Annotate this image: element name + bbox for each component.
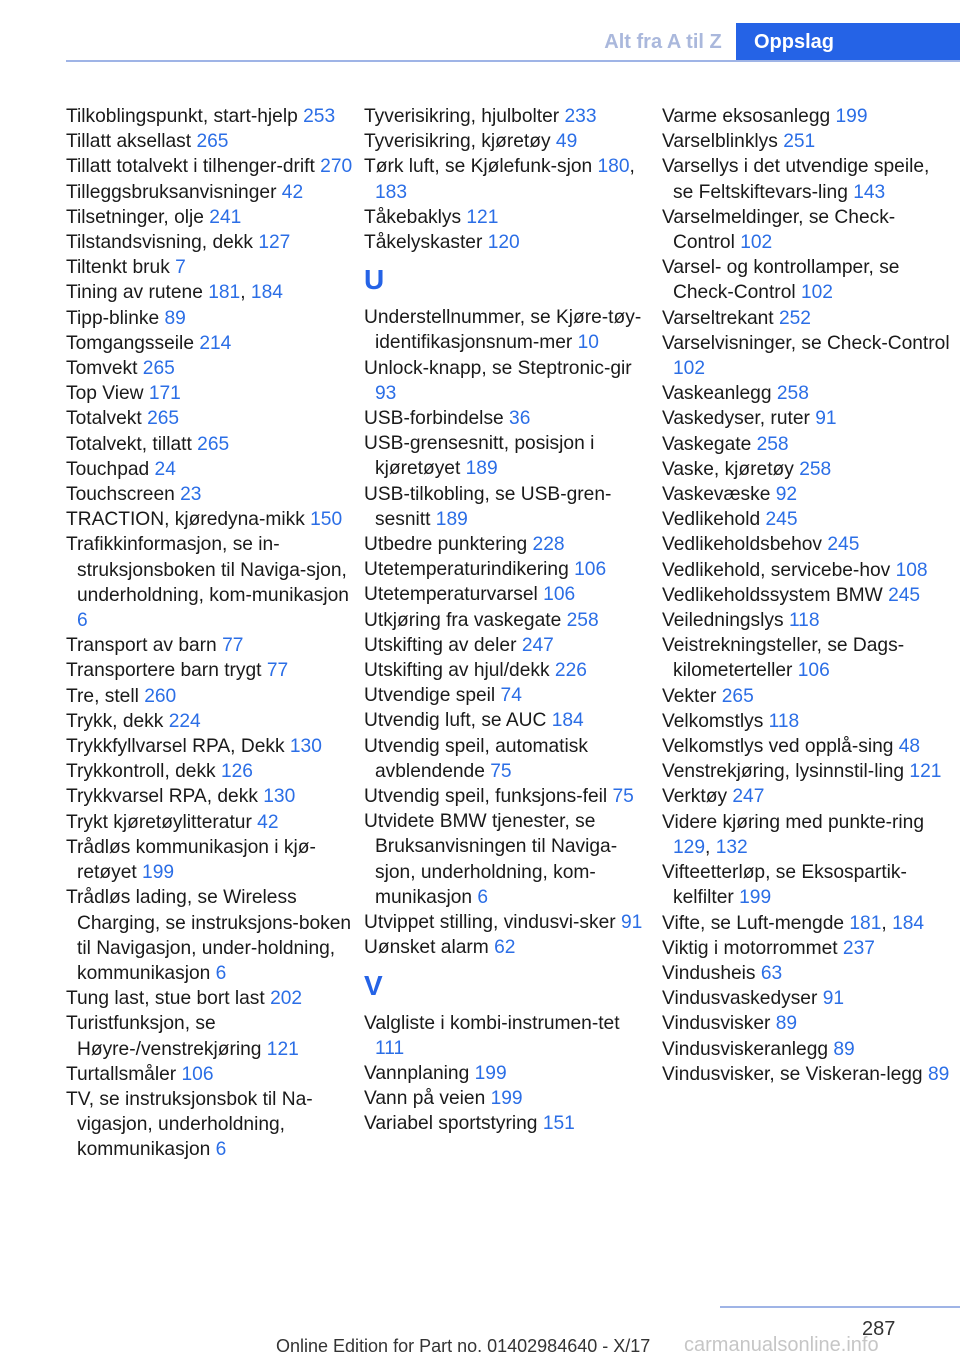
index-entry: [662, 1011, 952, 1036]
page-ref-link[interactable]: 270: [320, 156, 353, 178]
index-term: Vindusvisker: [662, 1013, 776, 1035]
index-term: Tipp-blinke: [66, 307, 165, 329]
index-term: Touchscreen: [66, 484, 181, 506]
page-ref-link[interactable]: 245: [888, 584, 921, 606]
index-term: Totalvekt, tillatt: [66, 433, 198, 455]
index-term: Varme eksosanlegg: [662, 106, 836, 127]
page-ref-link[interactable]: 245: [827, 534, 860, 556]
index-entry: [662, 709, 952, 734]
page-ref-link[interactable]: 7: [175, 257, 186, 279]
index-term: Vindusviskeranlegg: [662, 1038, 834, 1060]
index-entry: [662, 810, 952, 860]
page-ref-link[interactable]: 121: [909, 761, 942, 783]
page-ref-link[interactable]: 199: [142, 862, 175, 884]
index-entry: [66, 784, 356, 809]
index-term: Tomgangsseile: [66, 332, 200, 354]
page-ref-link[interactable]: 118: [788, 610, 820, 632]
index-term: Utkjøring fra vaskegate: [364, 609, 567, 631]
index-entry: [662, 860, 952, 910]
index-entry: [66, 154, 356, 179]
index-term: Utvendig luft, se AUC: [364, 710, 552, 732]
index-term: Trådløs kommunikasjon i kjø-retøyet: [66, 836, 316, 884]
page-ref-link[interactable]: 111: [375, 1037, 405, 1059]
page-ref-link[interactable]: 75: [490, 760, 512, 782]
page-ref-link[interactable]: 228: [532, 534, 565, 556]
index-entry: [66, 1011, 356, 1061]
index-entry: [66, 1062, 356, 1087]
index-entry: [66, 482, 356, 507]
index-term: Utvendig speil, funksjons-feil: [364, 786, 613, 808]
page-ref-link[interactable]: 48: [898, 736, 921, 758]
page-ref-link[interactable]: 108: [895, 559, 928, 581]
index-term: USB-forbindelse: [364, 408, 510, 430]
index-term: Turtallsmåler: [66, 1063, 182, 1085]
page-ref-link[interactable]: 183: [375, 181, 408, 203]
page-ref-link[interactable]: 132: [715, 836, 748, 858]
index-term: Uønsket alarm: [364, 937, 495, 959]
index-term: Vaskevæske: [662, 484, 776, 506]
index-entry: [662, 911, 952, 936]
page-ref-link[interactable]: 251: [783, 131, 816, 153]
index-entry: [66, 129, 356, 154]
index-entry: [364, 482, 654, 532]
page-ref-link[interactable]: 265: [721, 685, 754, 707]
index-entry: [662, 961, 952, 986]
page-ref-link[interactable]: 233: [564, 106, 597, 127]
index-entry: [662, 331, 952, 381]
index-term: Tyverisikring, hjulbolter: [364, 106, 565, 127]
ref-separator: ,: [705, 836, 716, 858]
index-entry: [364, 1011, 654, 1061]
index-entry: [662, 482, 952, 507]
page-ref-link[interactable]: 91: [815, 408, 837, 430]
page-ref-link[interactable]: 77: [266, 660, 289, 682]
index-entry: [66, 658, 356, 683]
index-entry: [364, 1061, 654, 1086]
ref-separator: ,: [881, 912, 893, 934]
page-ref-link[interactable]: 199: [474, 1062, 507, 1084]
page-ref-link[interactable]: 245: [765, 509, 798, 531]
index-entry: [662, 1062, 952, 1087]
index-entry: [662, 608, 952, 633]
index-entry: [364, 557, 654, 582]
index-term: TV, se instruksjonsbok til Na-vigasjon, underholdning, kommunikasjon: [66, 1088, 313, 1161]
index-term: Utetemperaturvarsel: [364, 584, 544, 606]
page-ref-link[interactable]: 106: [797, 660, 830, 682]
page-ref-link[interactable]: 6: [215, 962, 227, 984]
page-ref-link[interactable]: 184: [250, 282, 283, 304]
page-ref-link[interactable]: 247: [521, 634, 554, 656]
index-term: Utvendig speil, automatisk avblendende: [364, 735, 588, 782]
index-term: Tørk luft, se Kjølefunk-sjon: [364, 156, 598, 178]
page-ref-link[interactable]: 6: [77, 610, 88, 632]
page-ref-link[interactable]: 237: [842, 937, 875, 959]
index-entry: [66, 709, 356, 734]
page-ref-link[interactable]: 258: [566, 609, 599, 631]
edition-line: Online Edition for Part no. 01402984640 - X/17: [276, 1336, 651, 1356]
index-entry: [662, 154, 952, 204]
index-entry: [662, 986, 952, 1011]
index-term: Understellnummer, se Kjøre-tøy-identifikasjonsnum-mer: [364, 307, 642, 354]
index-entry: [662, 507, 952, 532]
index-term: Utvidete BMW tjenester, se Bruksanvisningen til Naviga-sjon, underholdning, kom-munikasjon: [364, 811, 618, 908]
page-ref-link[interactable]: 10: [577, 332, 599, 354]
index-entry: [662, 205, 952, 255]
index-term: Utbedre punktering: [364, 534, 533, 556]
page-ref-link[interactable]: 130: [289, 736, 322, 758]
index-term: Vindusvisker, se Viskeran-legg: [662, 1063, 928, 1085]
page-ref-link[interactable]: 199: [490, 1088, 523, 1110]
page-ref-link[interactable]: 102: [673, 358, 706, 380]
index-term: Veiledningslys: [662, 610, 789, 632]
index-term: Utetemperaturindikering: [364, 559, 575, 581]
page-ref-link[interactable]: 6: [215, 1139, 227, 1161]
index-entry: [662, 734, 952, 759]
index-term: Vekter: [662, 685, 722, 707]
index-term: Tyverisikring, kjøretøy: [364, 131, 556, 153]
page-ref-link[interactable]: 36: [509, 408, 531, 430]
index-term: Vedlikeholdsbehov: [662, 534, 828, 556]
footer-rule: [720, 1306, 960, 1308]
index-entry: [66, 104, 356, 129]
index-entry: [364, 633, 654, 658]
index-entry: [66, 331, 356, 356]
index-term: Vindusheis: [662, 962, 761, 984]
page-ref-link[interactable]: 120: [487, 232, 520, 254]
section-title: Alt fra A til Z: [604, 30, 722, 53]
page-ref-link[interactable]: 75: [612, 786, 634, 808]
page-ref-link[interactable]: 127: [258, 232, 291, 254]
index-term: Tomvekt: [66, 358, 143, 380]
index-term: Utskifting av deler: [364, 634, 522, 656]
page-ref-link[interactable]: 151: [542, 1113, 575, 1135]
index-entry: [66, 1087, 356, 1163]
index-term: Utvippet stilling, vindusvi-sker: [364, 912, 621, 934]
page-ref-link[interactable]: 202: [270, 988, 303, 1010]
page-ref-link[interactable]: 91: [822, 988, 845, 1010]
index-term: Vindusvaskedyser: [662, 988, 823, 1010]
index-entry: [364, 305, 654, 355]
page-ref-link[interactable]: 150: [310, 509, 343, 531]
index-entry: [66, 406, 356, 431]
page-ref-link[interactable]: 260: [144, 685, 177, 707]
index-term: Turistfunksjon, se Høyre-/venstrekjøring: [66, 1013, 267, 1060]
index-term: USB-grensesnitt, posisjon i kjøretøyet: [364, 433, 595, 480]
index-entry: [66, 230, 356, 255]
page-ref-link[interactable]: 74: [500, 685, 522, 707]
page-ref-link[interactable]: 189: [465, 458, 498, 480]
index-entry: [662, 381, 952, 406]
index-term: Tilstandsvisning, dekk: [66, 232, 259, 254]
index-entry: [662, 129, 952, 154]
index-term: Tre, stell: [66, 685, 145, 707]
index-entry: [66, 684, 356, 709]
index-term: Totalvekt: [66, 408, 148, 430]
index-entry: [364, 683, 654, 708]
page-ref-link[interactable]: 265: [196, 131, 229, 153]
index-entry: [662, 583, 952, 608]
letter-heading: V: [364, 969, 383, 1001]
page-ref-link[interactable]: 253: [303, 106, 336, 127]
page-ref-link[interactable]: 180: [597, 156, 630, 178]
page-ref-link[interactable]: 226: [554, 660, 587, 682]
page-ref-link[interactable]: 42: [281, 181, 304, 203]
watermark: carmanualsonline.info: [684, 1334, 879, 1356]
page-number: 287: [862, 1318, 896, 1340]
page-ref-link[interactable]: 93: [375, 382, 397, 404]
index-entry: [364, 784, 654, 809]
index-entry: [364, 734, 654, 784]
index-term: TRACTION, kjøredyna-mikk: [66, 509, 311, 531]
index-entry: [66, 759, 356, 784]
page-ref-link[interactable]: 143: [853, 181, 886, 203]
index-term: Valgliste i kombi-instrumen-tet: [364, 1012, 620, 1034]
index-term: Veistrekningsteller, se Dags-kilometerteller: [662, 635, 905, 682]
index-entry: [662, 684, 952, 709]
page-ref-link[interactable]: 102: [740, 232, 773, 254]
index-term: Tilkoblingspunkt, start-hjelp: [66, 106, 304, 127]
page-ref-link[interactable]: 224: [168, 710, 201, 732]
page-ref-link[interactable]: 118: [768, 710, 800, 732]
page-ref-link[interactable]: 171: [148, 383, 181, 405]
index-entry: [662, 936, 952, 961]
index-term: Top View: [66, 383, 149, 405]
index-entry: [364, 356, 654, 406]
index-term: Vedlikehold, servicebe-hov: [662, 559, 896, 581]
index-entry: [662, 532, 952, 557]
page-ref-link[interactable]: 23: [180, 484, 202, 506]
index-column-3: [662, 104, 952, 1087]
index-term: Varselblinklys: [662, 131, 784, 153]
index-term: Tung last, stue bort last: [66, 988, 271, 1010]
index-entry: [66, 180, 356, 205]
index-entry: [364, 809, 654, 910]
page-ref-link[interactable]: 252: [778, 307, 811, 329]
page-ref-link[interactable]: 42: [257, 811, 279, 833]
index-entry: [66, 255, 356, 280]
index-entry: [662, 104, 952, 129]
index-term: Vifte, se Luft-mengde: [662, 912, 850, 934]
index-entry: [364, 1111, 654, 1136]
page-ref-link[interactable]: 89: [164, 307, 186, 329]
index-term: Trykkfyllvarsel RPA, Dekk: [66, 736, 290, 758]
index-term: Vedlikehold: [662, 509, 766, 531]
index-entry: [364, 582, 654, 607]
index-term: Tåkebaklys: [364, 206, 467, 228]
index-entry: [364, 154, 654, 204]
page-ref-link[interactable]: 106: [574, 559, 607, 581]
index-entry: [364, 658, 654, 683]
page-ref-link[interactable]: 77: [222, 635, 244, 657]
index-entry: [66, 457, 356, 482]
index-entry: [364, 532, 654, 557]
index-entry: [662, 432, 952, 457]
page-ref-link[interactable]: 89: [833, 1038, 855, 1060]
index-entry: [66, 633, 356, 658]
index-entry: [662, 759, 952, 784]
index-entry: [66, 986, 356, 1011]
index-entry: [66, 306, 356, 331]
index-term: Transport av barn: [66, 635, 223, 657]
index-entry: [66, 734, 356, 759]
index-entry: [364, 205, 654, 230]
index-entry: [662, 255, 952, 305]
page-ref-link[interactable]: 258: [799, 458, 832, 480]
page-ref-link[interactable]: 126: [220, 761, 253, 783]
page-ref-link[interactable]: 184: [892, 912, 925, 934]
index-entry: [66, 205, 356, 230]
index-column-2: [364, 104, 654, 1137]
index-entry: [364, 935, 654, 960]
index-term: Tillatt totalvekt i tilhenger-drift: [66, 156, 321, 178]
index-term: Tiltenkt bruk: [66, 257, 176, 279]
page-ref-link[interactable]: 106: [543, 584, 576, 606]
index-entry: [662, 784, 952, 809]
page-ref-link[interactable]: 24: [154, 458, 176, 480]
index-term: USB-tilkobling, se USB-gren-sesnitt: [364, 483, 612, 530]
index-term: Velkomstlys ved opplå-sing: [662, 736, 899, 758]
index-term: Velkomstlys: [662, 710, 769, 732]
index-entry: [66, 381, 356, 406]
index-entry: [66, 356, 356, 381]
index-term: Vifteetterløp, se Eksospartik-kelfilter: [662, 862, 907, 909]
index-entry: [364, 910, 654, 935]
index-entry: [662, 406, 952, 431]
index-term: Trykk, dekk: [66, 710, 169, 732]
page-ref-link[interactable]: 181: [849, 912, 882, 934]
page-ref-link[interactable]: 92: [775, 484, 798, 506]
index-term: Verktøy: [662, 786, 733, 808]
index-column-1: [66, 104, 356, 1163]
page-ref-link[interactable]: 265: [197, 433, 230, 455]
index-term: Tilsetninger, olje: [66, 206, 210, 228]
page-ref-link[interactable]: 106: [181, 1063, 214, 1085]
index-term: Varsel- og kontrollamper, se Check-Control: [662, 257, 900, 304]
index-entry: [66, 280, 356, 305]
page-ref-link[interactable]: 247: [732, 786, 765, 808]
index-term: Vedlikeholdssystem BMW: [662, 584, 889, 606]
index-entry: [364, 104, 654, 129]
index-entry: [66, 835, 356, 885]
page-ref-link[interactable]: 199: [739, 887, 772, 909]
index-entry: [364, 230, 654, 255]
index-term: Varseltrekant: [662, 307, 779, 329]
index-term: Trykkontroll, dekk: [66, 761, 221, 783]
index-entry: [364, 406, 654, 431]
index-term: Utskifting av hjul/dekk: [364, 660, 555, 682]
page-ref-link[interactable]: 89: [927, 1063, 950, 1085]
index-term: Trykt kjøretøylitteratur: [66, 811, 258, 833]
page-ref-link[interactable]: 265: [147, 408, 180, 430]
ref-separator: ,: [629, 156, 635, 178]
index-entry: [364, 608, 654, 633]
index-entry: [662, 306, 952, 331]
page-ref-link[interactable]: 121: [466, 206, 499, 228]
page-ref-link[interactable]: 121: [266, 1038, 299, 1060]
index-term: Transportere barn trygt: [66, 660, 267, 682]
index-term: Touchpad: [66, 458, 155, 480]
page-ref-link[interactable]: 265: [142, 358, 175, 380]
page-ref-link[interactable]: 199: [835, 106, 868, 127]
index-entry: [662, 558, 952, 583]
index-entry: [364, 1086, 654, 1111]
index-term: Varselvisninger, se Check-Control: [662, 332, 950, 354]
index-term: Vaskegate: [662, 433, 757, 455]
index-term: Unlock-knapp, se Steptronic-gir: [364, 357, 632, 379]
index-entry: [66, 810, 356, 835]
ref-separator: ,: [240, 282, 251, 304]
index-entry: [66, 507, 356, 532]
index-entry: [662, 1037, 952, 1062]
index-term: Videre kjøring med punkte-ring: [662, 811, 925, 833]
index-entry: [66, 532, 356, 633]
index-term: Tåkelyskaster: [364, 232, 488, 254]
index-term: Trådløs lading, se Wireless Charging, se instruksjons-boken til Navigasjon, under-holdning, kommunikasjon: [66, 887, 352, 984]
index-term: Tillatt aksellast: [66, 131, 197, 153]
page-ref-link[interactable]: 91: [621, 912, 643, 934]
page-ref-link[interactable]: 241: [209, 206, 242, 228]
page-ref-link[interactable]: 102: [800, 282, 833, 304]
page-ref-link[interactable]: 181: [208, 282, 241, 304]
chapter-tab: Oppslag: [736, 23, 960, 61]
index-entry: [662, 457, 952, 482]
page-ref-link[interactable]: 214: [199, 332, 232, 354]
header-rule: [66, 60, 960, 62]
index-term: Viktig i motorrommet: [662, 937, 843, 959]
index-term: Trafikkinformasjon, se in-struksjonsboken til Naviga-sjon, underholdning, kom-munikasjon: [66, 534, 349, 606]
page-ref-link[interactable]: 62: [494, 937, 516, 959]
index-entry: [364, 431, 654, 481]
page-ref-link[interactable]: 89: [775, 1013, 798, 1035]
index-term: Varsellys i det utvendige speile, se Feltskiftevars-ling: [662, 156, 930, 203]
page-ref-link[interactable]: 63: [760, 962, 783, 984]
index-term: Vaskeanlegg: [662, 383, 777, 405]
index-entry: [662, 633, 952, 683]
page-ref-link[interactable]: 258: [756, 433, 789, 455]
page-ref-link[interactable]: 130: [263, 786, 296, 808]
page-ref-link[interactable]: 189: [435, 508, 468, 530]
index-term: Tilleggsbruksanvisninger: [66, 181, 282, 203]
letter-heading: U: [364, 264, 385, 296]
page-ref-link[interactable]: 49: [555, 131, 578, 153]
index-entry: [66, 885, 356, 986]
index-term: Vannplaning: [364, 1062, 475, 1084]
index-term: Vann på veien: [364, 1088, 491, 1110]
index-term: Tining av rutene: [66, 282, 209, 304]
index-term: Vaske, kjøretøy: [662, 458, 800, 480]
index-term: Utvendige speil: [364, 685, 501, 707]
index-entry: [66, 432, 356, 457]
page-ref-link[interactable]: 184: [551, 710, 584, 732]
index-term: Vaskedyser, ruter: [662, 408, 816, 430]
index-entry: [364, 708, 654, 733]
page-ref-link[interactable]: 129: [673, 836, 706, 858]
index-term: Venstrekjøring, lysinnstil-ling: [662, 761, 910, 783]
index-entry: [364, 129, 654, 154]
index-term: Variabel sportstyring: [364, 1113, 543, 1135]
index-term: Varselmeldinger, se Check-Control: [662, 206, 896, 254]
page-ref-link[interactable]: 258: [776, 383, 809, 405]
page-ref-link[interactable]: 6: [477, 886, 489, 908]
index-term: Trykkvarsel RPA, dekk: [66, 786, 264, 808]
